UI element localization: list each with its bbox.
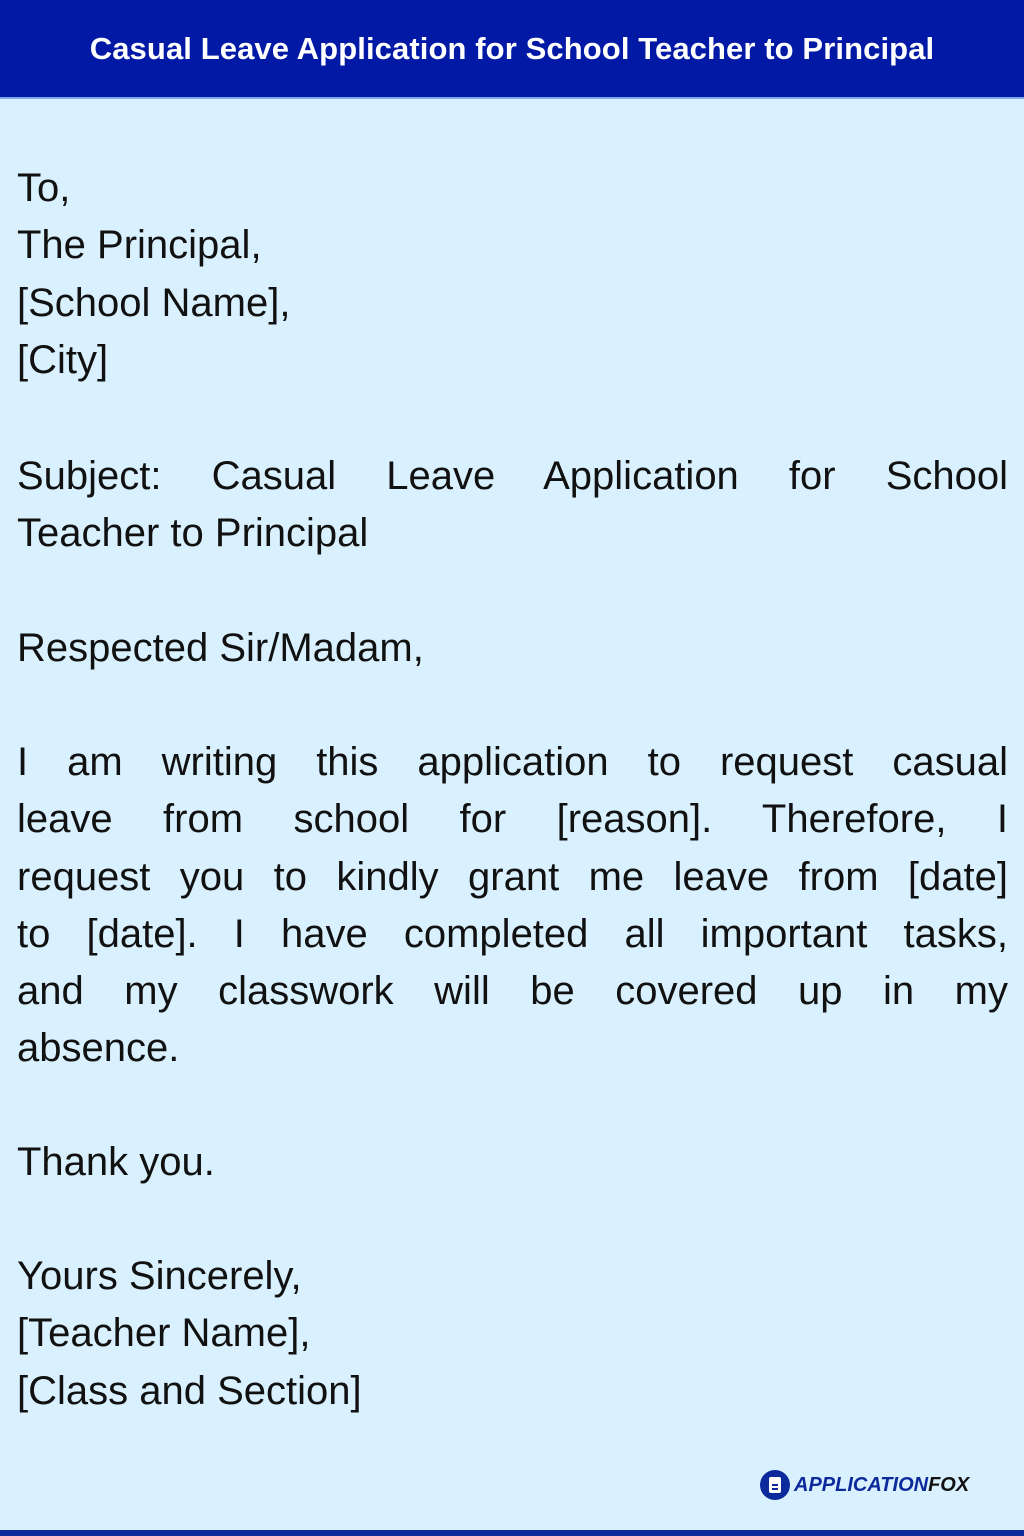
logo-text-application: APPLICATION [794,1473,929,1496]
body-line: absence. [17,1026,180,1071]
address-line: To, [17,166,71,210]
subject-line: Teacher to Principal [17,511,369,556]
body-line: to [date]. I have completed all important tasks, [17,911,1008,956]
page-title: Casual Leave Application for School Teacher to Principal [89,30,935,66]
body-paragraph [17,734,1008,1078]
closing-line: [Teacher Name], [17,1311,311,1356]
address-block [17,160,1008,389]
address-line: The Principal, [17,223,262,268]
body-line: I am writing this application to request casual [17,740,1008,784]
salutation-text: Respected Sir/Madam, [17,626,424,670]
thanks [17,1134,1008,1191]
address-line: [School Name], [17,280,291,325]
closing-line: [Class and Section] [17,1368,362,1413]
subject-line: Subject: Casual Leave Application for School [17,454,1008,498]
body-line: request you to kindly grant me leave from [date] [17,854,1008,899]
closing-block [17,1248,1008,1420]
thanks-text: Thank you. [17,1140,215,1184]
body-line: and my classwork will be covered up in my [17,969,1008,1014]
salutation [17,620,1008,677]
body-line: leave from school for [reason]. Therefore, I [17,797,1008,842]
address-line: [City] [17,337,109,382]
closing-line: Yours Sincerely, [17,1254,302,1298]
subject-block [17,448,1008,563]
header-banner [0,0,1024,99]
applicationfox-logo [760,1470,969,1500]
bottom-border [0,1530,1024,1536]
document-icon [760,1470,790,1500]
logo-text-fox: FOX [928,1473,970,1496]
